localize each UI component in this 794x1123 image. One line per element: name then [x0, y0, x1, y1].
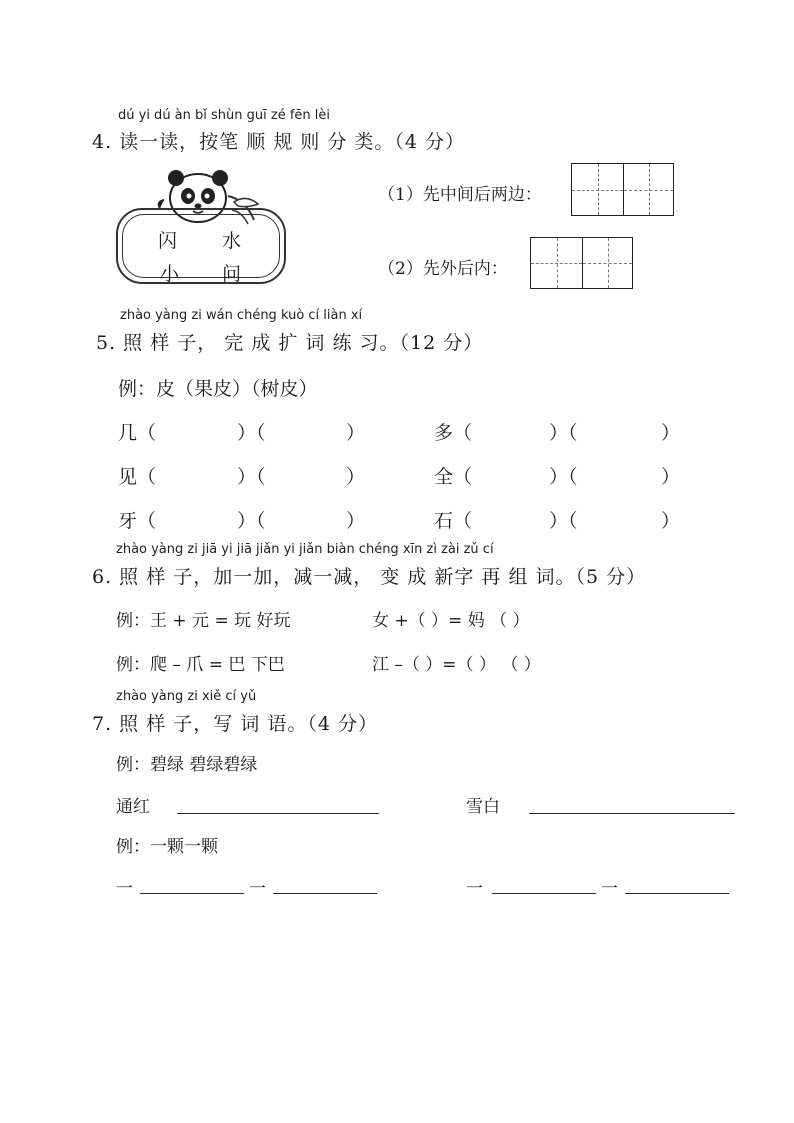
- q5-row2-right-mid[interactable]: ）（: [549, 466, 578, 488]
- q5-row2-left-mid[interactable]: ）（: [237, 466, 266, 488]
- writing-grid-2[interactable]: [530, 237, 633, 289]
- rule2-label: （2）先外后内：: [378, 259, 508, 279]
- q6-task-2[interactable]: 江 –（ ）=（ ） （ ）: [372, 655, 541, 675]
- answer-line-1[interactable]: [177, 813, 379, 814]
- writing-grid-1[interactable]: [571, 163, 674, 216]
- q5-row1-left-mid[interactable]: ）（: [237, 422, 266, 444]
- answer-line-5[interactable]: [492, 893, 596, 894]
- q7-word-2: 雪白: [466, 797, 500, 817]
- q6-example-2: 例：爬 – 爪 = 巴 下巴: [116, 655, 285, 675]
- q5-row3-right-mid[interactable]: ）（: [549, 510, 578, 532]
- q5-row1-right-end: ）: [661, 422, 681, 444]
- answer-line-2[interactable]: [529, 813, 735, 814]
- q7-yi-1: 一: [116, 879, 133, 899]
- q7-title: 7. 照 样 子，写 词 语。（4 分）: [92, 713, 378, 735]
- q6-pinyin: zhào yàng zi jiā yi jiā jiǎn yi jiǎn biàn chéng xīn zì zài zǔ cí: [116, 542, 494, 557]
- q5-row2-left: 见（: [118, 466, 157, 488]
- word-4: 问: [222, 263, 242, 285]
- q5-row3-right-end: ）: [661, 510, 681, 532]
- q7-word-1: 通红: [116, 797, 150, 817]
- word-1: 闪: [158, 230, 178, 252]
- q7-pinyin: zhào yàng zi xiě cí yǔ: [116, 689, 257, 704]
- q5-row3-left-mid[interactable]: ）（: [237, 510, 266, 532]
- q5-row1-left-end: ）: [346, 422, 366, 444]
- q7-example-1: 例：碧绿 碧绿碧绿: [116, 755, 258, 775]
- q5-row3-left: 牙（: [118, 510, 157, 532]
- q5-row1-left: 几（: [118, 422, 157, 444]
- word-box: [116, 208, 286, 284]
- q7-example-2: 例：一颗一颗: [116, 837, 218, 857]
- word-2: 水: [222, 230, 242, 252]
- q7-yi-3: 一: [466, 879, 483, 899]
- q5-row2-left-end: ）: [346, 466, 366, 488]
- q5-example: 例：皮（果皮）（树皮）: [118, 378, 318, 400]
- answer-line-3[interactable]: [140, 893, 244, 894]
- q6-task-1[interactable]: 女 +（ ）= 妈 （ ）: [372, 611, 530, 631]
- q5-row2-right: 全（: [434, 466, 473, 488]
- q5-row1-right: 多（: [434, 422, 473, 444]
- q7-yi-2: 一: [249, 879, 266, 899]
- q5-title: 5. 照 样 子， 完 成 扩 词 练 习。（12 分）: [96, 332, 484, 354]
- q5-pinyin: zhào yàng zi wán chéng kuò cí liàn xí: [120, 308, 363, 323]
- q7-yi-4: 一: [601, 879, 618, 899]
- answer-line-6[interactable]: [625, 893, 729, 894]
- answer-line-4[interactable]: [273, 893, 377, 894]
- rule1-label: （1）先中间后两边：: [378, 185, 542, 205]
- q4-pinyin: dú yi dú àn bǐ shùn guī zé fēn lèi: [118, 108, 330, 123]
- q5-row1-right-mid[interactable]: ）（: [549, 422, 578, 444]
- word-3: 小: [160, 263, 180, 285]
- q5-row2-right-end: ）: [661, 466, 681, 488]
- q4-title: 4. 读一读，按笔 顺 规 则 分 类。（4 分）: [92, 131, 465, 153]
- q5-row3-left-end: ）: [346, 510, 366, 532]
- q6-title: 6. 照 样 子，加一加，减一减， 变 成 新字 再 组 词。（5 分）: [92, 566, 647, 588]
- q6-example-1: 例：王 + 元 = 玩 好玩: [116, 611, 291, 631]
- q5-row3-right: 石（: [434, 510, 473, 532]
